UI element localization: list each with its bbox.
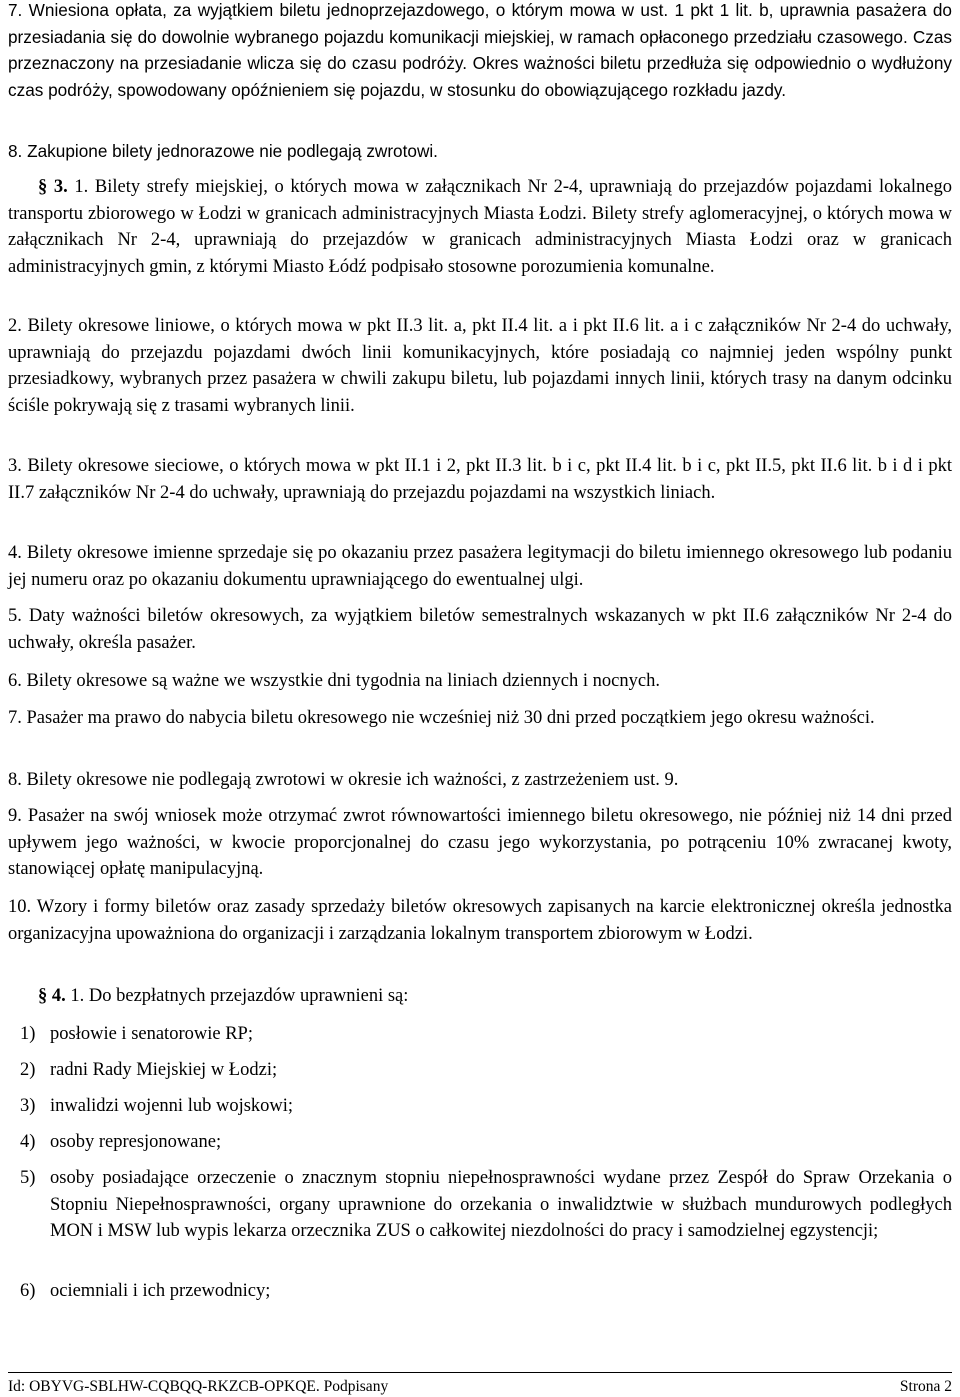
sec3-paragraph-2: 2. Bilety okresowe liniowe, o których mowa w pkt II.3 lit. a, pkt II.4 lit. a i pkt II.6 lit. a i c załączników Nr 2-4 do uchwały, uprawniają do przejazdu pojazdami dwóch linii komunikacyjnych, które posiadają co najmniej jeden wspólny punkt przesiadkowy, wybranych przez pasażera w chwili zakupu biletu, lub pojazdami innych linii, których trasy na danym odcinku ściśle pokrywają się z trasami wybranych linii. [8, 316, 952, 416]
sec2-paragraph-7: 7. Wniesiona opłata, za wyjątkiem biletu jednoprzejazdowego, o którym mowa w ust. 1 pkt 1 lit. b, uprawnia pasażera do przesiadania się do dowolnie wybranego pojazdu komunikacji miejskiej, w ramach opłaconego przedziału czasowego. Czas przeznaczony na przesiadanie wlicza się do czasu podróży. Okres ważności biletu przedłuża się odpowiednio o wydłużony czas podróży, spowodowany opóźnieniem się pojazdu, w stosunku do obowiązującego rozkładu jazdy. [8, 0, 952, 100]
sec3-paragraph-1 [8, 174, 952, 280]
sec3-paragraph-9: 9. Pasażer na swój wniosek może otrzymać zwrot równowartości imiennego biletu okresowego, nie później niż 14 dni przed upływem jego ważności, w kwocie proporcjonalnej do czasu jego wykorzystania, po potrąceniu 10% zwracanej kwoty, stanowiącej opłatę manipulacyjną. [8, 806, 952, 879]
list-item-text: radni Rady Miejskiej w Łodzi; [50, 1060, 278, 1080]
sec4-paragraph-1 [8, 983, 952, 1010]
list-item-number: 1) [20, 1024, 36, 1044]
page-footer [8, 1372, 952, 1397]
list-item-number: 3) [20, 1096, 36, 1116]
sec3-paragraph-10: 10. Wzory i formy biletów oraz zasady sprzedaży biletów okresowych zapisanych na karcie elektronicznej określa jednostka organizacyjna upoważniona do organizacji i zarządzania lokalnym transportem zbiorowym w Łodzi. [8, 897, 952, 944]
list-item-text: inwalidzi wojenni lub wojskowi; [50, 1096, 294, 1116]
document-id: Id: OBYVG-SBLHW-CQBQQ-RKZCB-OPKQE. Podpisany [8, 1378, 389, 1395]
list-item-text: osoby posiadające orzeczenie o znacznym stopniu niepełnosprawności wydane przez Zespół do Spraw Orzekania o Stopniu Niepełnosprawności, organy uprawnione do orzekania o inwalidztwie w służbach mundurowych podległych MON i MSW lub wypis lekarza orzecznika ZUS o całkowitej niezdolności do pracy i samodzielnej egzystencji; [50, 1168, 952, 1241]
list-item-text: osoby represjonowane; [50, 1132, 222, 1152]
list-item-number: 5) [20, 1168, 36, 1188]
sec3-p1-text: 1. Bilety strefy miejskiej, o których mowa w załącznikach Nr 2-4, uprawniają do przejazdów pojazdami lokalnego transportu zbiorowego w Łodzi w granicach administracyjnych Miasta Łodzi. Bilety strefy aglomeracyjnej, o których mowa w załącznikach Nr 2-4, uprawniają do przejazdów w granicach administracyjnych Miasta Łodzi oraz w granicach administracyjnych gmin, z którymi Miasto Łódź podpisało stosowne porozumienia komunalne. [8, 177, 952, 277]
sec3-paragraph-8: 8. Bilety okresowe nie podlegają zwrotowi w okresie ich ważności, z zastrzeżeniem ust. 9. [8, 770, 679, 790]
sec3-paragraph-3: 3. Bilety okresowe sieciowe, o których mowa w pkt II.1 i 2, pkt II.3 lit. b i c, pkt II.4 lit. b i c, pkt II.5, pkt II.6 lit. b i d i pkt II.7 załączników Nr 2-4 do uchwały, uprawniają do przejazdu pojazdami na wszystkich liniach. [8, 456, 952, 503]
list-item-text: posłowie i senatorowie RP; [50, 1024, 253, 1044]
sec4-marker: § 4. [38, 986, 66, 1006]
list-item-number: 6) [20, 1281, 36, 1301]
sec3-paragraph-4: 4. Bilety okresowe imienne sprzedaje się po okazaniu przez pasażera legitymacji do biletu imiennego okresowego lub podaniu jej numeru oraz po okazaniu dokumentu uprawniającego do ewentualnej ulgi. [8, 543, 952, 590]
page-number: Strona 2 [899, 1378, 952, 1395]
sec2-paragraph-8: 8. Zakupione bilety jednorazowe nie podlegają zwrotowi. [8, 141, 438, 161]
sec3-marker: § 3. [38, 177, 68, 197]
sec3-paragraph-6: 6. Bilety okresowe są ważne we wszystkie dni tygodnia na liniach dziennych i nocnych. [8, 671, 660, 691]
sec4-p1-text: 1. Do bezpłatnych przejazdów uprawnieni są: [70, 986, 409, 1006]
sec3-paragraph-7: 7. Pasażer ma prawo do nabycia biletu okresowego nie wcześniej niż 30 dni przed początkiem jego okresu ważności. [8, 708, 875, 728]
list-item-text: ociemniali i ich przewodnicy; [50, 1281, 271, 1301]
sec3-paragraph-5: 5. Daty ważności biletów okresowych, za wyjątkiem biletów semestralnych wskazanych w pkt II.6 załączników Nr 2-4 do uchwały, określa pasażer. [8, 606, 952, 653]
list-item-number: 4) [20, 1132, 36, 1152]
list-item-number: 2) [20, 1060, 36, 1080]
